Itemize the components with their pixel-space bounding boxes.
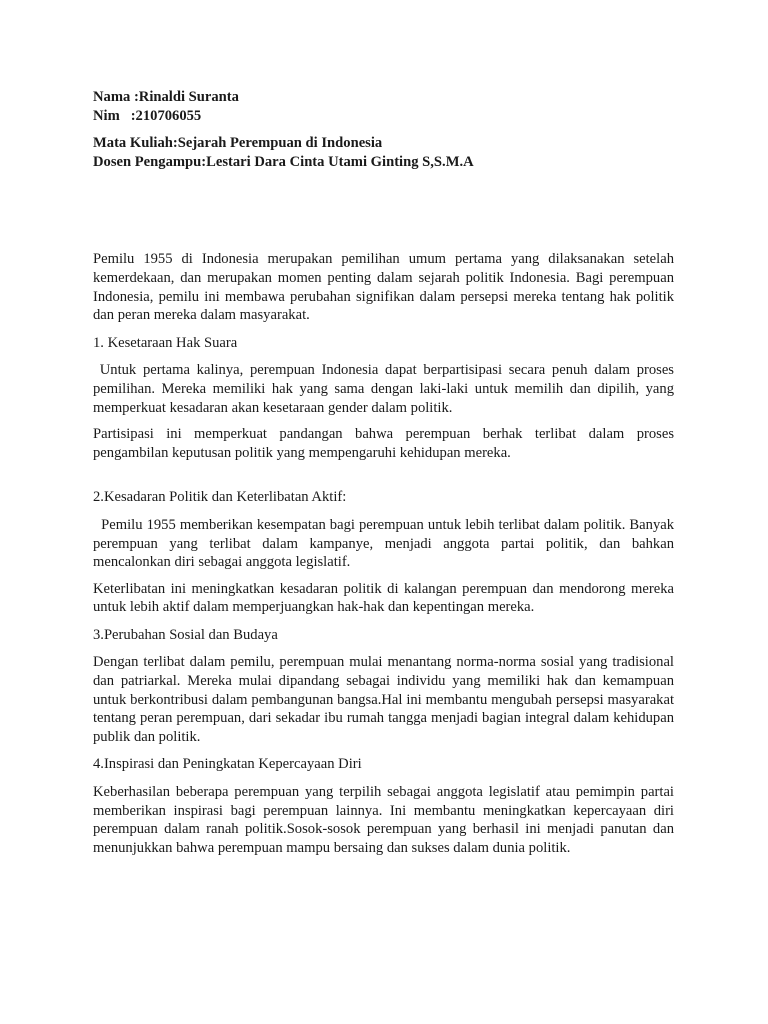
student-nim: Nim :210706055 xyxy=(93,107,202,124)
section-4-heading: 4.Inspirasi dan Peningkatan Kepercayaan Diri xyxy=(93,756,362,773)
header-block xyxy=(93,88,674,171)
section-1-heading: 1. Kesetaraan Hak Suara xyxy=(93,334,238,351)
section-2-paragraph-2: Keterlibatan ini meningkatkan kesadaran politik di kalangan perempuan dan mendorong mereka untuk lebih aktif dalam memperjuangkan hak-hak dan kepentingan mereka. xyxy=(93,580,674,616)
section-1-paragraph-1: Untuk pertama kalinya, perempuan Indonesia dapat berpartisipasi secara penuh dalam proses pemilihan. Mereka memiliki hak yang sama dengan laki-laki untuk memilih dan dipilih, yang memperkuat kesadaran akan kesetaraan gender dalam politik. xyxy=(93,362,678,416)
course-title: Mata Kuliah:Sejarah Perempuan di Indonesia xyxy=(93,135,383,152)
student-name: Nama :Rinaldi Suranta xyxy=(93,89,239,105)
section-1-paragraph-2: Partisipasi ini memperkuat pandangan bahwa perempuan berhak terlibat dalam proses pengambilan keputusan politik yang mempengaruhi kehidupan mereka. xyxy=(93,426,674,461)
section-2-paragraph-1: Pemilu 1955 memberikan kesempatan bagi perempuan untuk lebih terlibat dalam politik. Banyak perempuan yang terlibat dalam kampanye, menjadi anggota partai politik, dan bahkan mencalonkan diri sebagai anggota legislatif. xyxy=(93,516,678,571)
section-4-paragraph-1: Keberhasilan beberapa perempuan yang terpilih sebagai anggota legislatif atau pemimpin partai memberikan inspirasi bagi perempuan lainnya. Ini membantu meningkatkan kepercayaan diri perempuan dalam ranah politik.Sosok-sosok perempuan yang berhasil ini menjadi panutan dan menunjukkan bahwa perempuan mampu bersaing dan sukses dalam dunia politik. xyxy=(93,784,674,856)
intro-paragraph: Pemilu 1955 di Indonesia merupakan pemilihan umum pertama yang dilaksanakan setelah kemerdekaan, dan merupakan momen penting dalam sejarah politik Indonesia. Bagi perempuan Indonesia, pemilu ini membawa perubahan signifikan dalam persepsi mereka tentang hak politik dan peran mereka dalam masyarakat. xyxy=(93,251,674,324)
section-3-paragraph-1: Dengan terlibat dalam pemilu, perempuan mulai menantang norma-norma sosial yang tradisional dan patriarkal. Mereka mulai dipandang sebagai individu yang memiliki hak dan kemampuan untuk berkontribusi dalam pembangunan bangsa.Hal ini membantu mengubah persepsi masyarakat tentang peran perempuan, dari sekadar ibu rumah tangga menjadi bagian integral dalam kehidupan publik dan politik. xyxy=(93,654,674,745)
lecturer-name: Dosen Pengampu:Lestari Dara Cinta Utami Ginting S,S.M.A xyxy=(93,153,474,170)
section-3-heading: 3.Perubahan Sosial dan Budaya xyxy=(93,626,278,643)
section-2-heading: 2.Kesadaran Politik dan Keterlibatan Aktif: xyxy=(93,489,347,506)
document-page xyxy=(93,88,678,857)
